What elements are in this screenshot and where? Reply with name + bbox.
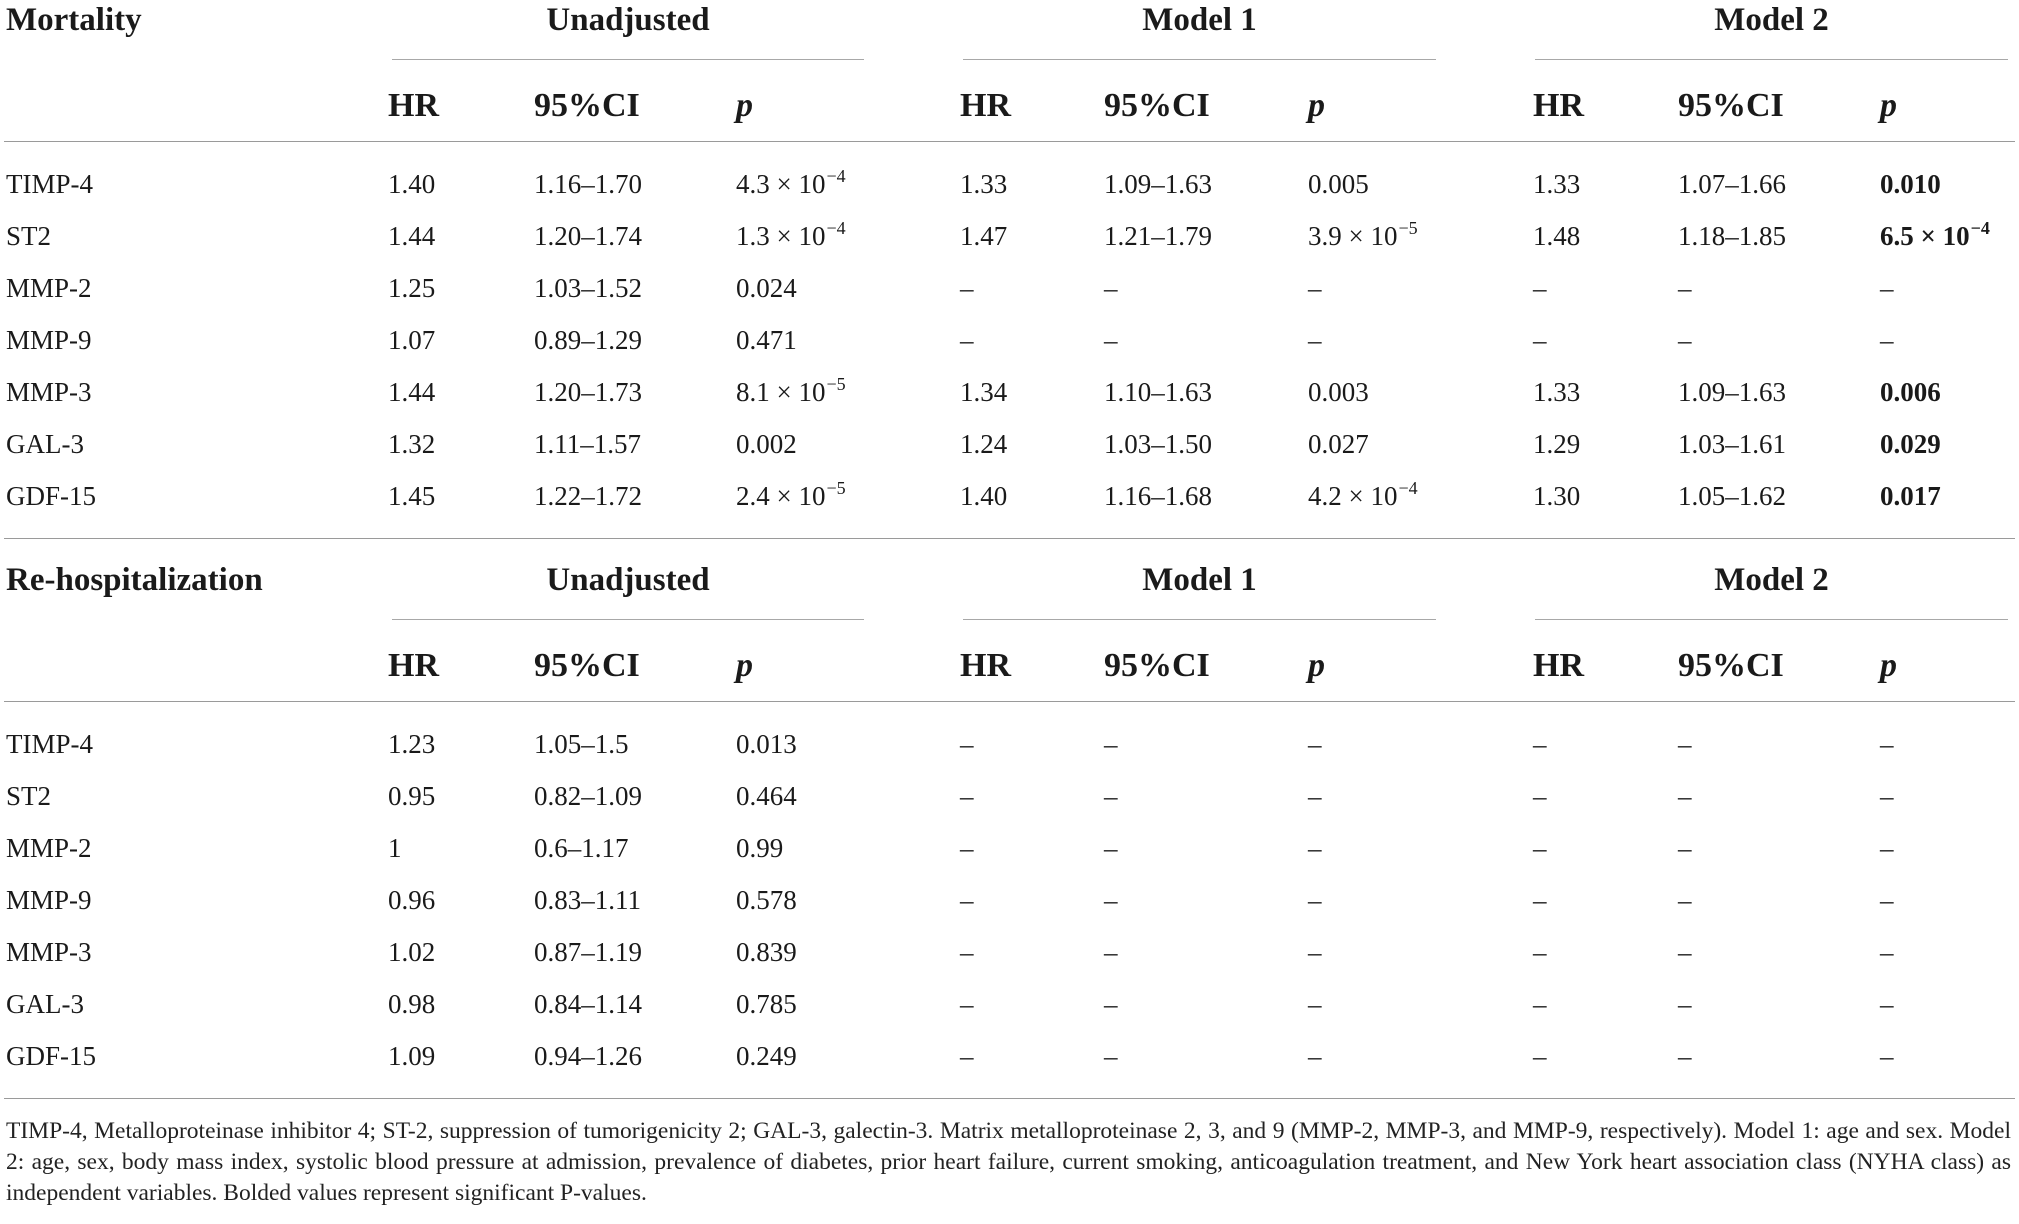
table-cell: – <box>1308 781 1322 811</box>
table-cell: 0.005 <box>1308 169 1369 199</box>
table-cell: – <box>1308 885 1322 915</box>
table-cell: 1.09–1.63 <box>1678 377 1786 407</box>
table-cell: 0.003 <box>1308 377 1369 407</box>
table-cell: 1.05–1.5 <box>534 729 629 759</box>
table-cell: – <box>1533 989 1547 1019</box>
table-cell: – <box>1533 885 1547 915</box>
table-cell: 1.07 <box>388 325 436 355</box>
table-cell: – <box>1308 325 1322 355</box>
table-cell: 0.99 <box>736 833 784 863</box>
row-label: ST2 <box>6 781 52 811</box>
group-underline <box>963 619 1436 620</box>
table-cell: – <box>1308 937 1322 967</box>
table-cell: – <box>1880 273 1894 303</box>
row-label: MMP-2 <box>6 833 92 863</box>
table-cell: 1.34 <box>960 377 1008 407</box>
group-underline <box>963 59 1436 60</box>
column-header: HR <box>1533 87 1584 124</box>
group-underline <box>392 619 864 620</box>
section-title: Re-hospitalization <box>6 562 263 598</box>
table-cell: 1.20–1.73 <box>534 377 642 407</box>
table-cell: – <box>1533 325 1547 355</box>
table-cell: – <box>1104 989 1118 1019</box>
table-footnote <box>6 1116 2011 1209</box>
row-label: TIMP-4 <box>6 169 93 199</box>
table-cell: 1.22–1.72 <box>534 481 642 511</box>
table-cell: 0.82–1.09 <box>534 781 642 811</box>
table-cell: 1.40 <box>388 169 436 199</box>
table-cell: 1.44 <box>388 377 436 407</box>
table-cell: 1.03–1.50 <box>1104 429 1212 459</box>
table-cell: 0.017 <box>1880 481 1941 511</box>
table-cell: – <box>1104 833 1118 863</box>
group-underline <box>1535 619 2008 620</box>
row-label: ST2 <box>6 221 52 251</box>
table-cell: – <box>1678 273 1692 303</box>
table-cell: 1.09–1.63 <box>1104 169 1212 199</box>
table-cell: 1.44 <box>388 221 436 251</box>
table-cell: 0.785 <box>736 989 797 1019</box>
model-group-header: Model 1 <box>1142 2 1257 38</box>
table-cell: 1.33 <box>1533 169 1581 199</box>
table-cell: – <box>1880 937 1894 967</box>
table-cell: 0.89–1.29 <box>534 325 642 355</box>
table-cell: – <box>960 989 974 1019</box>
table-cell: 1.47 <box>960 221 1008 251</box>
header-rule <box>4 701 2015 702</box>
column-header: HR <box>960 647 1011 684</box>
header-rule <box>4 141 2015 142</box>
table-cell: 1.25 <box>388 273 436 303</box>
table-cell: – <box>1104 1041 1118 1071</box>
table-cell: – <box>1678 1041 1692 1071</box>
table-cell: – <box>1104 885 1118 915</box>
column-header: p <box>1308 647 1325 684</box>
table-cell: – <box>1104 729 1118 759</box>
table-cell: 1.21–1.79 <box>1104 221 1212 251</box>
table-cell: 1.23 <box>388 729 436 759</box>
table-cell: – <box>1880 885 1894 915</box>
column-header: 95%CI <box>1104 87 1210 124</box>
table-cell: $3.9 \times 10^{-5}$ <box>1308 218 1418 251</box>
table-cell: – <box>1308 729 1322 759</box>
table-cell: 1.32 <box>388 429 436 459</box>
table-cell: 0.013 <box>736 729 797 759</box>
column-header: 95%CI <box>1678 647 1784 684</box>
model-group-header: Unadjusted <box>546 562 710 598</box>
model-group-header: Model 2 <box>1714 2 1829 38</box>
model-group-header: Model 1 <box>1142 562 1257 598</box>
table-cell: 1.33 <box>1533 377 1581 407</box>
table-cell: – <box>960 833 974 863</box>
table-cell: – <box>1104 273 1118 303</box>
table-cell: 1.16–1.70 <box>534 169 642 199</box>
column-header: 95%CI <box>1678 87 1784 124</box>
table-cell: 0.024 <box>736 273 797 303</box>
table-cell: – <box>1880 833 1894 863</box>
table-cell: $6.5 \times 10^{-4}$ <box>1880 218 1990 251</box>
table-cell: 1.30 <box>1533 481 1581 511</box>
table-cell: – <box>1308 1041 1322 1071</box>
column-header: 95%CI <box>534 647 640 684</box>
table-cell: – <box>1308 273 1322 303</box>
table-cell: 1.05–1.62 <box>1678 481 1786 511</box>
table-cell: 1.18–1.85 <box>1678 221 1786 251</box>
column-header: 95%CI <box>534 87 640 124</box>
table-cell: – <box>1678 885 1692 915</box>
table-cell: – <box>1533 1041 1547 1071</box>
table-cell: – <box>960 781 974 811</box>
table-cell: 1.02 <box>388 937 436 967</box>
table-cell: 1.20–1.74 <box>534 221 642 251</box>
table-cell: 0.84–1.14 <box>534 989 642 1019</box>
table-cell: 0.98 <box>388 989 436 1019</box>
column-header: HR <box>388 87 439 124</box>
row-label: GDF-15 <box>6 481 97 511</box>
table-cell: – <box>1678 937 1692 967</box>
table-cell: 0.471 <box>736 325 797 355</box>
table-cell: – <box>1308 833 1322 863</box>
table-cell: – <box>1678 989 1692 1019</box>
table-cell: 0.96 <box>388 885 436 915</box>
table-cell: 1.33 <box>960 169 1008 199</box>
table-cell: – <box>1880 989 1894 1019</box>
table-cell: 1.09 <box>388 1041 436 1071</box>
table-cell: 0.006 <box>1880 377 1941 407</box>
table-cell: $8.1 \times 10^{-5}$ <box>736 374 846 407</box>
column-header: HR <box>960 87 1011 124</box>
table-cell: – <box>1533 833 1547 863</box>
table-cell: 0.464 <box>736 781 797 811</box>
table-cell: – <box>1533 781 1547 811</box>
row-label: TIMP-4 <box>6 729 93 759</box>
model-group-header: Model 2 <box>1714 562 1829 598</box>
section-bottom-rule <box>4 538 2015 539</box>
table-cell: – <box>1678 325 1692 355</box>
row-label: MMP-9 <box>6 885 92 915</box>
footnote-text: TIMP-4, Metalloproteinase inhibitor 4; ST-2, suppression of tumorigenicity 2; GAL-3, galectin-3. Matrix metalloproteinase 2, 3, and 9 (MMP-2, MMP-3, and MMP-9, respectively). Model 1: age and sex. Model 2: age, sex, body mass index, systolic blood pressure at admission, prevalence of diabetes, prior heart failure, current smoking, anticoagulation treatment, and New York heart association class (NYHA class) as independent variables. Bolded values represent significant P-values. <box>6 1118 2011 1206</box>
row-label: GAL-3 <box>6 429 84 459</box>
table-cell: – <box>1880 781 1894 811</box>
table-cell: – <box>1533 937 1547 967</box>
table-cell: – <box>960 325 974 355</box>
column-header: p <box>1880 87 1897 124</box>
table-cell: 1.07–1.66 <box>1678 169 1786 199</box>
table-cell: – <box>960 885 974 915</box>
row-label: GDF-15 <box>6 1041 97 1071</box>
table-cell: 1.10–1.63 <box>1104 377 1212 407</box>
table-cell: – <box>1104 781 1118 811</box>
section-title: Mortality <box>6 2 142 38</box>
table-cell: – <box>1880 325 1894 355</box>
table-cell: $2.4 \times 10^{-5}$ <box>736 478 846 511</box>
table-cell: – <box>1308 989 1322 1019</box>
table-cell: $4.2 \times 10^{-4}$ <box>1308 478 1418 511</box>
table-cell: 0.839 <box>736 937 797 967</box>
table-cell: 0.578 <box>736 885 797 915</box>
column-header: p <box>736 647 753 684</box>
table-cell: 0.010 <box>1880 169 1941 199</box>
table-cell: – <box>1880 1041 1894 1071</box>
table-cell: – <box>1104 937 1118 967</box>
table-cell: – <box>1533 729 1547 759</box>
table-cell: 1 <box>388 833 402 863</box>
table-cell: – <box>960 1041 974 1071</box>
column-header: p <box>1308 87 1325 124</box>
table-cell: 1.16–1.68 <box>1104 481 1212 511</box>
table-cell: – <box>1880 729 1894 759</box>
table-cell: 1.24 <box>960 429 1008 459</box>
group-underline <box>392 59 864 60</box>
table-cell: – <box>1678 781 1692 811</box>
table-cell: $1.3 \times 10^{-4}$ <box>736 218 846 251</box>
table-cell: 1.03–1.61 <box>1678 429 1786 459</box>
table-cell: 1.29 <box>1533 429 1581 459</box>
table-cell: 1.03–1.52 <box>534 273 642 303</box>
model-group-header: Unadjusted <box>546 2 710 38</box>
column-header: HR <box>388 647 439 684</box>
table-cell: 0.6–1.17 <box>534 833 629 863</box>
table-cell: – <box>1533 273 1547 303</box>
section-bottom-rule <box>4 1098 2015 1099</box>
row-label: MMP-3 <box>6 377 92 407</box>
row-label: MMP-2 <box>6 273 92 303</box>
group-underline <box>1535 59 2008 60</box>
table-cell: – <box>1104 325 1118 355</box>
row-label: MMP-9 <box>6 325 92 355</box>
table-cell: $4.3 \times 10^{-4}$ <box>736 166 846 199</box>
table-cell: 0.94–1.26 <box>534 1041 642 1071</box>
row-label: MMP-3 <box>6 937 92 967</box>
table-cell: 1.40 <box>960 481 1008 511</box>
table-cell: – <box>960 273 974 303</box>
table-cell: – <box>1678 833 1692 863</box>
row-label: GAL-3 <box>6 989 84 1019</box>
table-cell: 1.48 <box>1533 221 1581 251</box>
column-header: HR <box>1533 647 1584 684</box>
table-cell: 0.029 <box>1880 429 1941 459</box>
table-cell: – <box>960 729 974 759</box>
column-header: p <box>736 87 753 124</box>
column-header: p <box>1880 647 1897 684</box>
table-cell: 0.95 <box>388 781 436 811</box>
table-cell: 0.87–1.19 <box>534 937 642 967</box>
table-cell: 0.002 <box>736 429 797 459</box>
table-cell: – <box>1678 729 1692 759</box>
table-cell: 0.83–1.11 <box>534 885 641 915</box>
table-cell: 1.11–1.57 <box>534 429 641 459</box>
table-cell: – <box>960 937 974 967</box>
column-header: 95%CI <box>1104 647 1210 684</box>
table-cell: 1.45 <box>388 481 436 511</box>
table-cell: 0.027 <box>1308 429 1369 459</box>
table-cell: 0.249 <box>736 1041 797 1071</box>
